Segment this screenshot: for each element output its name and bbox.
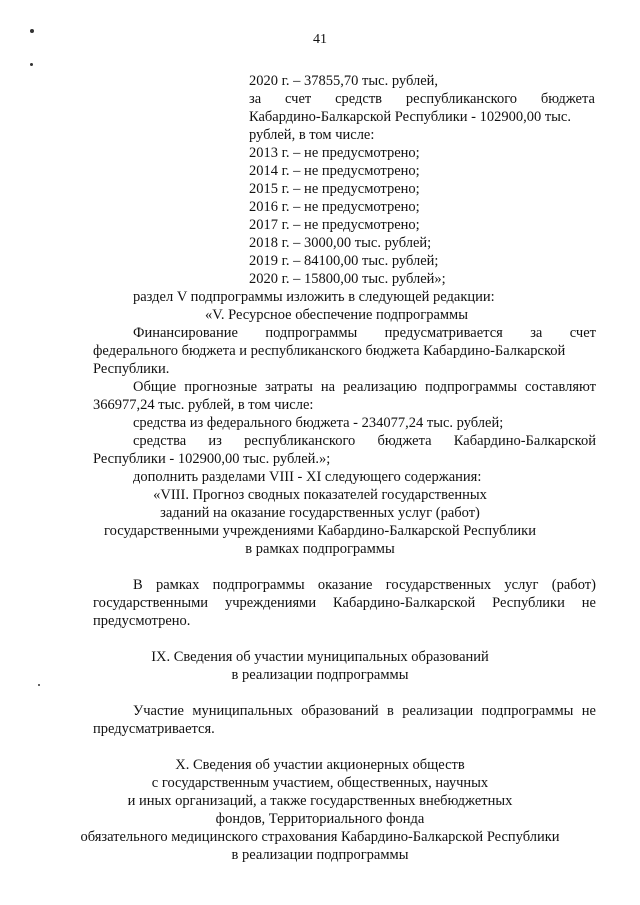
block1-line: 2015 г. – не предусмотрено; (249, 181, 420, 197)
word: государственных (385, 577, 492, 593)
word: счет (285, 91, 312, 107)
section9-body-line: предусматривается. (93, 721, 215, 737)
word: муниципальных (192, 703, 293, 719)
word: реализацию (343, 379, 418, 395)
word: государственными (93, 595, 209, 611)
section5-p4-line: Республики - 102900,00 тыс. рублей.»; (93, 451, 331, 467)
block1-line: 2019 г. – 84100,00 тыс. рублей; (249, 253, 439, 269)
word: Общие (133, 379, 177, 395)
word: Участие (133, 703, 184, 719)
section8-body-line (133, 576, 596, 594)
word: бюджета (540, 91, 595, 107)
word: в (387, 703, 394, 719)
word: счет (569, 325, 596, 341)
section5-p2-line (133, 378, 596, 396)
block1-line: 2018 г. – 3000,00 тыс. рублей; (249, 235, 432, 251)
word: не (581, 703, 596, 719)
block1-line: 2016 г. – не предусмотрено; (249, 199, 420, 215)
scan-dot (30, 29, 34, 33)
word: подпрограммы (212, 577, 305, 593)
section9-heading-line: IX. Сведения об участии муниципальных образований (151, 649, 489, 665)
word: за (249, 91, 262, 107)
section10-heading-line: в реализации подпрограммы (231, 847, 409, 863)
word: В (133, 577, 143, 593)
word: не (581, 595, 596, 611)
word: составляют (525, 379, 596, 395)
section10-heading-line: с государственным участием, общественных, научных (151, 775, 489, 791)
block1-line: 2014 г. – не предусмотрено; (249, 163, 420, 179)
word: за (530, 325, 543, 341)
section5-p3: средства из федерального бюджета - 234077,24 тыс. рублей; (133, 415, 504, 431)
section10-heading-line: обязательного медицинского страхования Кабардино-Балкарской Республики (80, 829, 560, 845)
page-number: 41 (313, 32, 327, 47)
section5-heading: «V. Ресурсное обеспечение подпрограммы (205, 307, 468, 323)
section8-heading-line: «VIII. Прогноз сводных показателей государственных (153, 487, 487, 503)
block1-line: 2013 г. – не предусмотрено; (249, 145, 420, 161)
word: рамках (155, 577, 200, 593)
section8-body-line (93, 594, 596, 612)
section8-body-line: предусмотрено. (93, 613, 191, 629)
section5-intro: раздел V подпрограммы изложить в следующей редакции: (133, 289, 495, 305)
section9-heading-line: в реализации подпрограммы (231, 667, 409, 683)
section10-heading-line: X. Сведения об участии акционерных обществ (175, 757, 465, 773)
section5-p1-line: федерального бюджета и республиканского бюджета Кабардино-Балкарской (93, 343, 566, 359)
section5-p1-line: Республики. (93, 361, 170, 377)
block1-line: рублей, в том числе: (249, 127, 375, 143)
section5-p4-line (133, 432, 596, 450)
block1-line: 2017 г. – не предусмотрено; (249, 217, 420, 233)
word: республиканского (405, 91, 518, 107)
word: затраты (265, 379, 313, 395)
block1-line: Кабардино-Балкарской Республики - 102900,00 тыс. (249, 109, 571, 125)
word: средства (133, 433, 187, 449)
section9-body-line (133, 702, 596, 720)
section5-p2-line: 366977,24 тыс. рублей, в том числе: (93, 397, 314, 413)
section5-p1-line (133, 324, 596, 342)
word: из (208, 433, 222, 449)
word: образований (301, 703, 379, 719)
word: оказание (317, 577, 373, 593)
word: услуг (504, 577, 539, 593)
scan-dot (30, 63, 33, 66)
block1-justified-line (249, 90, 595, 108)
word: средств (335, 91, 383, 107)
word: бюджета (377, 433, 432, 449)
word: подпрограммы (425, 379, 517, 395)
word: Финансирование (133, 325, 238, 341)
word: Кабардино-Балкарской (333, 595, 476, 611)
section8-heading-line: заданий на оказание государственных услуг (работ) (160, 505, 480, 521)
word: реализации (402, 703, 474, 719)
word: (работ) (551, 577, 596, 593)
block1-line: 2020 г. – 37855,70 тыс. рублей, (249, 73, 439, 89)
word: Кабардино-Балкарской (453, 433, 596, 449)
section10-heading-line: фондов, Территориального фонда (215, 811, 425, 827)
section8-heading-line: в рамках подпрограммы (245, 541, 395, 557)
word: учреждениями (224, 595, 317, 611)
word: прогнозные (184, 379, 258, 395)
word: Республики (492, 595, 565, 611)
section8-heading-line: государственными учреждениями Кабардино-Балкарской Республики (104, 523, 536, 539)
block1-line: 2020 г. – 15800,00 тыс. рублей»; (249, 271, 446, 287)
scan-dot (38, 684, 40, 686)
word: республиканского (244, 433, 356, 449)
word: подпрограммы (481, 703, 574, 719)
word: предусматривается (384, 325, 503, 341)
add-sections-line: дополнить разделами VIII - XI следующего содержания: (133, 469, 482, 485)
word: на (320, 379, 336, 395)
section10-heading-line: и иных организаций, а также государственных внебюджетных (127, 793, 513, 809)
word: подпрограммы (265, 325, 358, 341)
